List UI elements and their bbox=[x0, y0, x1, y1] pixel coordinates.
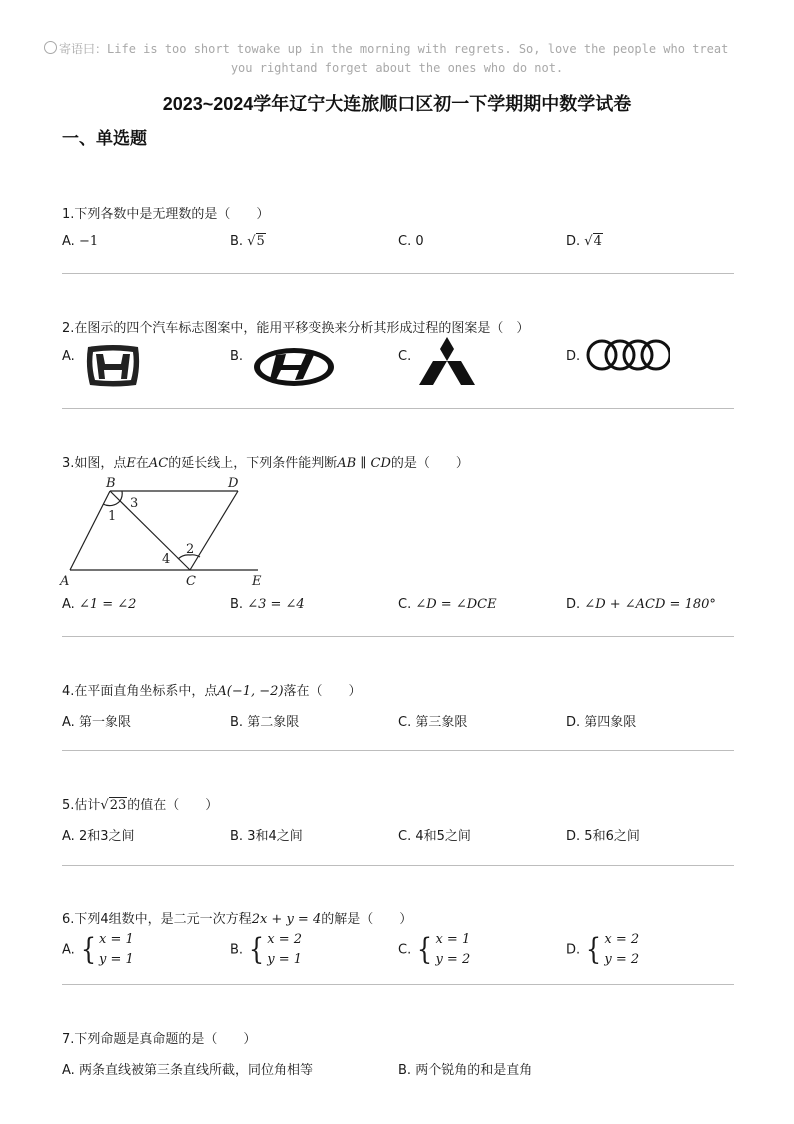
option-d[interactable] bbox=[566, 711, 636, 730]
brace-icon: { bbox=[249, 932, 265, 967]
option-text: ∠1 = ∠2 bbox=[78, 597, 137, 612]
option-c[interactable] bbox=[398, 597, 497, 612]
divider bbox=[62, 865, 734, 866]
option-c[interactable] bbox=[398, 930, 470, 970]
radicand: 4 bbox=[593, 234, 602, 249]
option-text: 0 bbox=[415, 234, 424, 249]
segment-bc bbox=[110, 491, 190, 570]
option-letter: A. bbox=[62, 715, 75, 730]
audi-logo-icon bbox=[586, 337, 670, 373]
motto-prefix: 寄语曰： bbox=[59, 42, 108, 56]
option-d[interactable] bbox=[566, 234, 603, 249]
option-letter: C. bbox=[398, 942, 412, 958]
stem-text: 的是（ ） bbox=[390, 456, 469, 471]
option-letter: A. bbox=[62, 597, 75, 612]
math-expression: AB ∥ CD bbox=[337, 456, 391, 471]
option-d[interactable] bbox=[566, 825, 640, 844]
option-text: ∠3 = ∠4 bbox=[247, 597, 305, 612]
angle-arc-1 bbox=[103, 501, 120, 506]
option-letter: A. bbox=[62, 349, 75, 364]
sqrt-expression: √5 bbox=[247, 234, 265, 249]
option-letter: C. bbox=[398, 715, 412, 730]
option-c[interactable] bbox=[398, 349, 411, 364]
brace-icon: { bbox=[417, 932, 433, 967]
stem-text: 3.如图，点 bbox=[62, 456, 127, 471]
option-letter: D. bbox=[566, 715, 581, 730]
math-expression: A(−1, −2) bbox=[217, 684, 284, 699]
option-a[interactable] bbox=[62, 711, 131, 730]
angle-label-2: 2 bbox=[186, 542, 195, 557]
option-letter: C. bbox=[398, 597, 412, 612]
system-row: y = 1 bbox=[99, 952, 134, 967]
system-row: x = 1 bbox=[99, 932, 134, 947]
option-d[interactable] bbox=[566, 597, 716, 612]
option-letter: B. bbox=[230, 715, 244, 730]
brace-icon: { bbox=[80, 932, 97, 967]
geometry-figure bbox=[58, 473, 272, 589]
stem-text: 在 bbox=[135, 456, 149, 471]
sqrt-expression: √23 bbox=[100, 798, 127, 813]
divider bbox=[62, 984, 734, 985]
option-text: 两条直线被第三条直线所截，同位角相等 bbox=[78, 1063, 313, 1078]
option-letter: C. bbox=[398, 349, 412, 364]
option-letter: D. bbox=[566, 829, 581, 844]
smiley-icon bbox=[44, 41, 57, 54]
option-a[interactable] bbox=[62, 1059, 313, 1078]
stem-text: 6.下列4组数中，是二元一次方程 bbox=[62, 912, 252, 927]
option-letter: B. bbox=[230, 349, 244, 364]
header-motto bbox=[0, 40, 794, 78]
option-a[interactable] bbox=[62, 930, 134, 970]
stem-text: 的解是（ ） bbox=[321, 912, 413, 927]
option-text: 2和3之间 bbox=[78, 829, 135, 844]
option-a[interactable] bbox=[62, 234, 98, 249]
label-b: B bbox=[106, 476, 116, 491]
option-text: −1 bbox=[78, 234, 99, 249]
label-d: D bbox=[228, 476, 239, 491]
option-b[interactable] bbox=[230, 825, 303, 844]
option-letter: B. bbox=[398, 1063, 412, 1078]
sqrt-expression: √4 bbox=[584, 234, 602, 249]
motto-text-1: Life is too short towake up in the morning with regrets. So, love the people who treat bbox=[107, 42, 729, 56]
option-text: ∠D + ∠ACD = 180° bbox=[584, 597, 716, 612]
equation-system bbox=[584, 930, 639, 970]
divider bbox=[62, 273, 734, 274]
option-b[interactable] bbox=[230, 597, 305, 612]
brace-icon: { bbox=[586, 932, 602, 967]
option-letter: C. bbox=[398, 829, 412, 844]
stem-text: 4.在平面直角坐标系中，点 bbox=[62, 684, 218, 699]
question-stem: 1.下列各数中是无理数的是（ ） bbox=[62, 207, 270, 222]
stem-text: 的延长线上，下列条件能判断 bbox=[168, 456, 338, 471]
option-letter: C. bbox=[398, 234, 412, 249]
option-text: 第四象限 bbox=[584, 715, 637, 730]
system-row: y = 2 bbox=[604, 952, 640, 967]
option-b[interactable] bbox=[230, 930, 302, 970]
question-stem bbox=[62, 794, 218, 813]
option-letter: A. bbox=[62, 942, 75, 958]
option-text: 第二象限 bbox=[247, 715, 300, 730]
option-text: ∠D = ∠DCE bbox=[415, 597, 497, 612]
system-row: x = 2 bbox=[604, 932, 640, 947]
motto-line-1 bbox=[0, 40, 760, 59]
option-letter: D. bbox=[566, 234, 581, 249]
option-d[interactable] bbox=[566, 349, 580, 364]
angle-label-1: 1 bbox=[108, 509, 117, 524]
option-text: 第三象限 bbox=[415, 715, 468, 730]
option-a[interactable] bbox=[62, 349, 75, 364]
radicand: 23 bbox=[109, 798, 127, 813]
segment-cd bbox=[190, 491, 238, 570]
option-d[interactable] bbox=[566, 930, 639, 970]
label-e: E bbox=[252, 574, 262, 589]
system-row: y = 2 bbox=[435, 952, 471, 967]
option-text: 5和6之间 bbox=[584, 829, 640, 844]
option-text: 两个锐角的和是直角 bbox=[415, 1063, 533, 1078]
math-var: AC bbox=[148, 456, 169, 471]
mitsubishi-logo-icon bbox=[418, 335, 476, 387]
option-c[interactable] bbox=[398, 234, 424, 249]
system-row: x = 2 bbox=[267, 932, 303, 947]
option-letter: D. bbox=[566, 942, 581, 958]
angle-label-4: 4 bbox=[162, 552, 171, 567]
option-a[interactable] bbox=[62, 597, 136, 612]
divider bbox=[62, 750, 734, 751]
stem-text: 5.估计 bbox=[62, 798, 101, 813]
option-text: 4和5之间 bbox=[415, 829, 471, 844]
option-letter: A. bbox=[62, 829, 75, 844]
equation-system bbox=[247, 930, 302, 970]
option-c[interactable] bbox=[398, 711, 467, 730]
divider bbox=[62, 636, 734, 637]
option-b[interactable] bbox=[230, 711, 299, 730]
option-letter: D. bbox=[566, 597, 581, 612]
page-title: 2023~2024学年辽宁大连旅顺口区初一下学期期中数学试卷 bbox=[162, 94, 632, 114]
option-b[interactable] bbox=[230, 234, 266, 249]
angle-arc-3 bbox=[120, 491, 122, 501]
option-letter: A. bbox=[62, 234, 75, 249]
hyundai-logo-icon bbox=[252, 345, 336, 389]
question-stem: 2.在图示的四个汽车标志图案中，能用平移变换来分析其形成过程的图案是（ ） bbox=[62, 321, 530, 336]
option-letter: D. bbox=[566, 349, 581, 364]
option-text: 3和4之间 bbox=[247, 829, 303, 844]
label-c: C bbox=[186, 574, 196, 589]
segment-ab bbox=[70, 491, 110, 570]
option-letter: A. bbox=[62, 1063, 75, 1078]
question-stem bbox=[62, 680, 362, 699]
section-heading: 一、单选题 bbox=[62, 129, 147, 149]
option-b[interactable] bbox=[398, 1059, 532, 1078]
system-row: x = 1 bbox=[435, 932, 471, 947]
label-a: A bbox=[60, 574, 70, 589]
radicand: 5 bbox=[256, 234, 265, 249]
question-stem: 7.下列命题是真命题的是（ ） bbox=[62, 1032, 257, 1047]
option-c[interactable] bbox=[398, 825, 471, 844]
option-text: 第一象限 bbox=[78, 715, 131, 730]
stem-text: 的值在（ ） bbox=[127, 798, 219, 813]
angle-label-3: 3 bbox=[130, 496, 139, 511]
option-a[interactable] bbox=[62, 825, 134, 844]
option-b[interactable] bbox=[230, 349, 243, 364]
system-row: y = 1 bbox=[267, 952, 303, 967]
option-letter: B. bbox=[230, 829, 244, 844]
motto-line-2: you rightand forget about the ones who do not. bbox=[230, 61, 564, 75]
option-letter: B. bbox=[230, 597, 244, 612]
stem-text: 落在（ ） bbox=[283, 684, 362, 699]
math-var: E bbox=[126, 456, 136, 471]
question-stem bbox=[62, 908, 412, 927]
equation-system bbox=[415, 930, 470, 970]
equation-system bbox=[79, 930, 134, 970]
honda-logo-icon bbox=[84, 343, 142, 389]
divider bbox=[62, 408, 734, 409]
math-expression: 2x + y = 4 bbox=[251, 912, 322, 927]
question-stem bbox=[62, 452, 469, 471]
option-letter: B. bbox=[230, 942, 244, 958]
option-letter: B. bbox=[230, 234, 244, 249]
